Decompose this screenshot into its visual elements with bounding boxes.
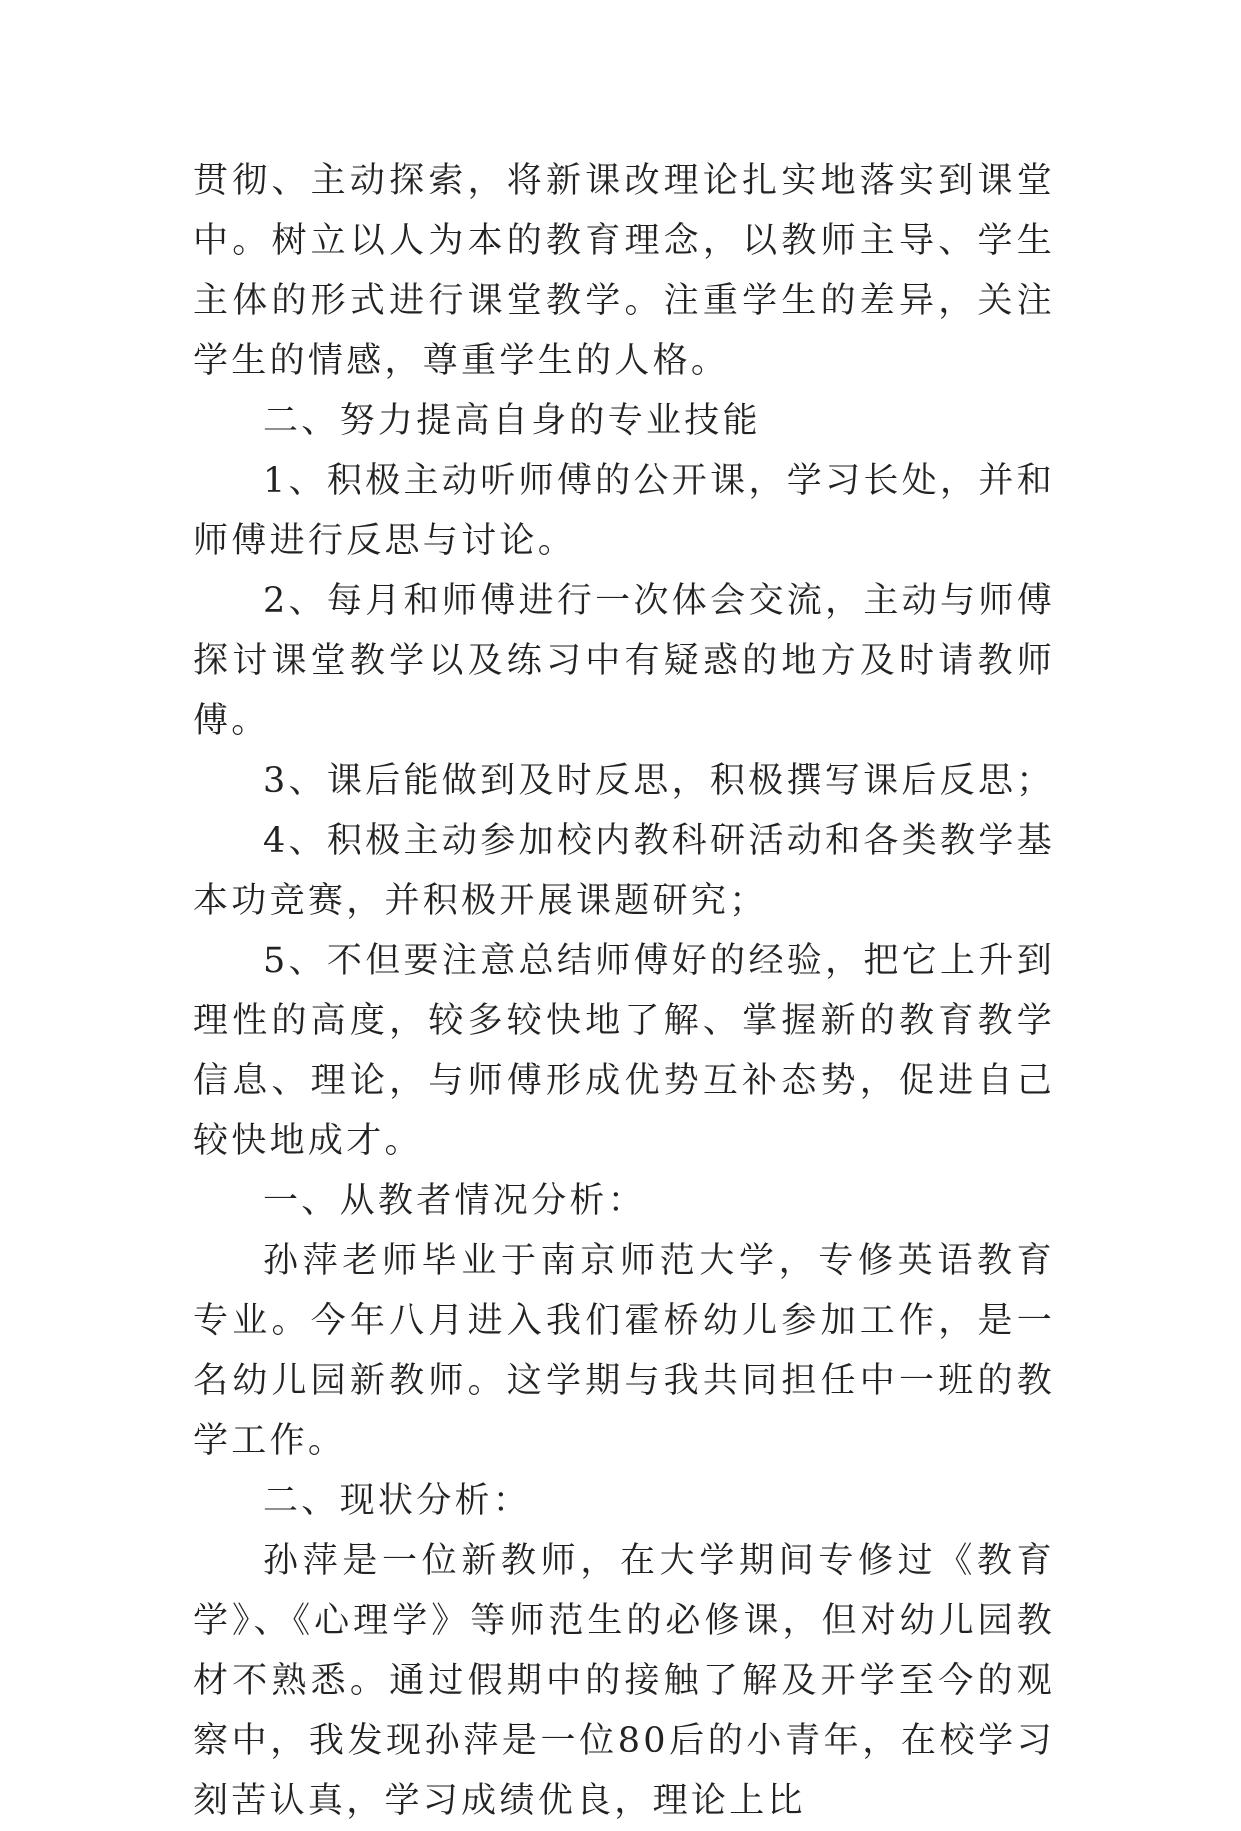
section-heading-status-analysis: 二、现状分析： <box>263 1481 532 1521</box>
paragraph-teacher-info: 孙萍老师毕业于南京师范大学，专修英语教育专业。今年八月进入我们霍桥幼儿参加工作，是一名幼儿园新教师。这学期与我共同担任中一班的教学工作。 <box>193 1241 1055 1461</box>
document-page <box>193 151 1055 1831</box>
section-heading-skills: 二、努力提高自身的专业技能 <box>263 401 761 441</box>
list-item-2: 2、每月和师傅进行一次体会交流，主动与师傅探讨课堂教学以及练习中有疑惑的地方及时请教师傅。 <box>193 581 1055 741</box>
list-item-5: 5、不但要注意总结师傅好的经验，把它上升到理性的高度，较多较快地了解、掌握新的教育教学信息、理论，与师傅形成优势互补态势，促进自己较快地成才。 <box>193 941 1055 1161</box>
paragraph-status: 孙萍是一位新教师，在大学期间专修过《教育学》、《心理学》等师范生的必修课，但对幼儿园教材不熟悉。通过假期中的接触了解及开学至今的观察中，我发现孙萍是一位80后的小青年，在校学习刻苦认真，学习成绩优良，理论上比 <box>193 1541 1055 1821</box>
list-item-4: 4、积极主动参加校内教科研活动和各类教学基本功竞赛，并积极开展课题研究； <box>193 821 1055 921</box>
list-item-3: 3、课后能做到及时反思，积极撰写课后反思； <box>263 761 1055 801</box>
list-item-1: 1、积极主动听师傅的公开课，学习长处，并和师傅进行反思与讨论。 <box>193 461 1055 561</box>
paragraph-intro: 贯彻、主动探索，将新课改理论扎实地落实到课堂中。树立以人为本的教育理念，以教师主导、学生主体的形式进行课堂教学。注重学生的差异，关注学生的情感，尊重学生的人格。 <box>193 161 1055 381</box>
section-heading-teacher-analysis: 一、从教者情况分析： <box>263 1181 647 1221</box>
